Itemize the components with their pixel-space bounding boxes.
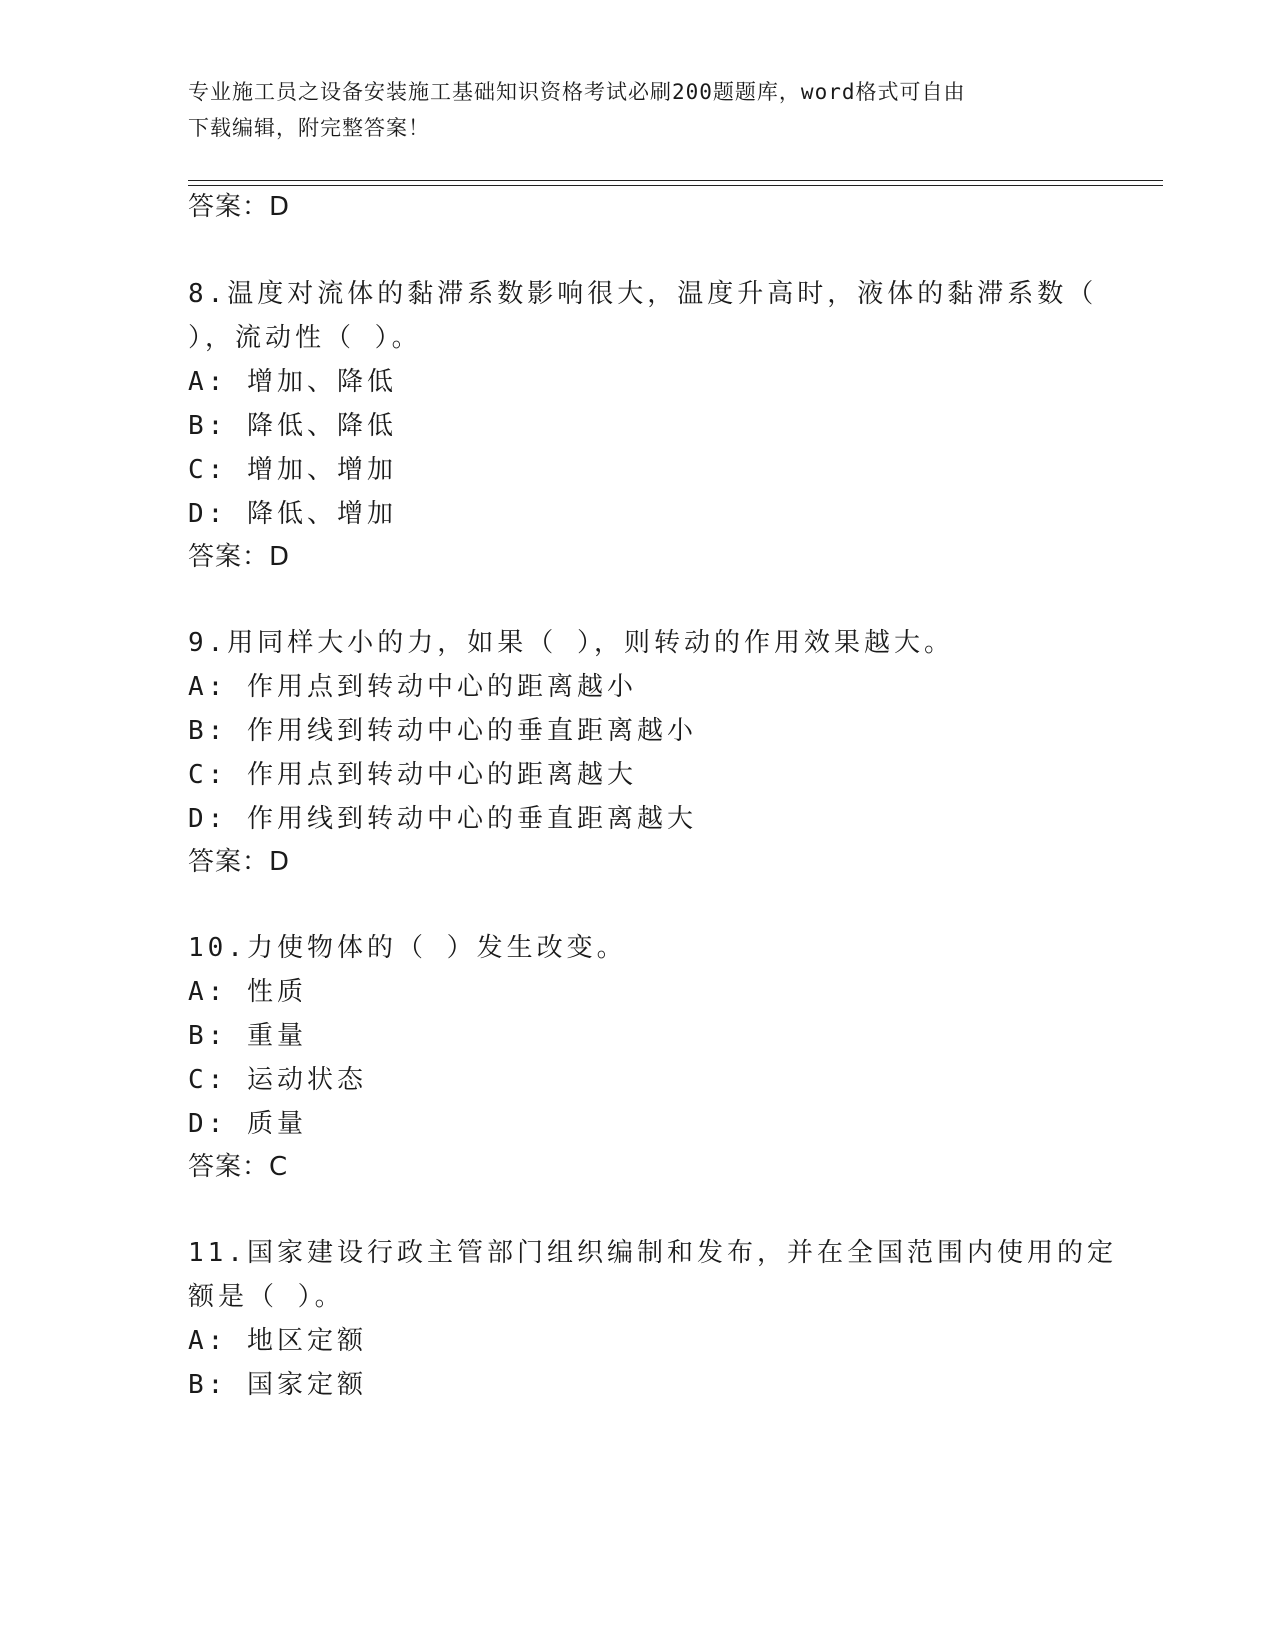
header-rule-top (188, 180, 1163, 181)
question-11-stem-line-2: 额是（ ）。 (188, 1282, 345, 1312)
question-11-stem-line-1: 11.国家建设行政主管部门组织编制和发布，并在全国范围内使用的定 (188, 1238, 1117, 1268)
question-9-option-d: D: 作用线到转动中心的垂直距离越大 (188, 804, 697, 834)
question-11-option-b: B: 国家定额 (188, 1370, 367, 1400)
question-9-stem-line-1: 9.用同样大小的力，如果（ ），则转动的作用效果越大。 (188, 628, 954, 658)
question-9-option-c: C: 作用点到转动中心的距离越大 (188, 760, 637, 790)
question-8-answer: 答案：D (188, 542, 291, 572)
header-line-2: 下载编辑，附完整答案！ (188, 116, 430, 140)
question-10-option-a: A: 性质 (188, 977, 307, 1007)
question-11-option-a: A: 地区定额 (188, 1326, 367, 1356)
question-8-stem-line-2: ），流动性（ ）。 (188, 323, 422, 353)
header-line-1: 专业施工员之设备安装施工基础知识资格考试必刷200题题库，word格式可自由 (188, 80, 966, 104)
document-header (188, 74, 1088, 146)
header-rule-bottom (188, 185, 1163, 186)
question-10-option-c: C: 运动状态 (188, 1065, 367, 1095)
question-10-option-d: D: 质量 (188, 1109, 307, 1139)
question-8-stem-line-1: 8.温度对流体的黏滞系数影响很大，温度升高时，液体的黏滞系数（ (188, 279, 1098, 309)
question-10-answer: 答案：C (188, 1152, 289, 1182)
question-8-option-d: D: 降低、增加 (188, 499, 397, 529)
question-8-option-c: C: 增加、增加 (188, 455, 397, 485)
question-9-option-a: A: 作用点到转动中心的距离越小 (188, 672, 637, 702)
answer-previous: 答案：D (188, 192, 291, 222)
question-10-stem-line-1: 10.力使物体的（ ）发生改变。 (188, 933, 627, 963)
question-8-option-a: A: 增加、降低 (188, 367, 397, 397)
question-10-option-b: B: 重量 (188, 1021, 307, 1051)
question-8-option-b: B: 降低、降低 (188, 411, 397, 441)
question-9-option-b: B: 作用线到转动中心的垂直距离越小 (188, 716, 697, 746)
question-9-answer: 答案：D (188, 847, 291, 877)
